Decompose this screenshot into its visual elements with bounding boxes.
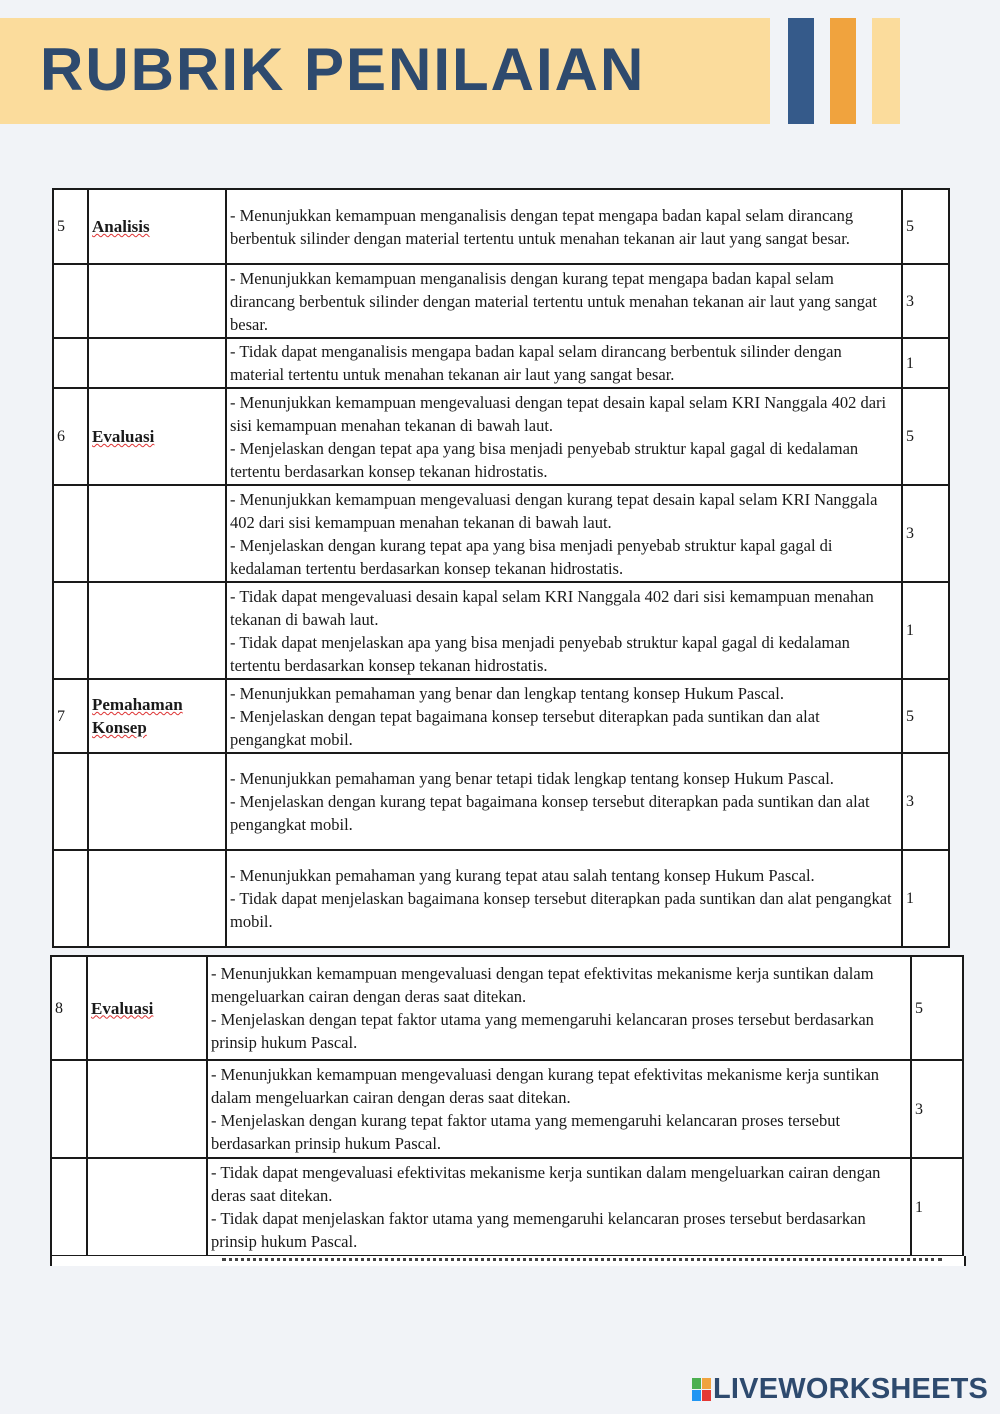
rubric-row [51, 956, 963, 1060]
rubric-row [53, 582, 949, 679]
descriptor-line: - Tidak dapat menjelaskan faktor utama yang memengaruhi kelancaran proses tersebut berdasarkan prinsip hukum Pascal. [211, 1209, 866, 1251]
rubric-table-upper [52, 188, 950, 948]
descriptor-line: - Menunjukkan kemampuan mengevaluasi dengan tepat efektivitas mekanisme kerja suntikan dalam mengeluarkan cairan dengan deras saat ditekan. [211, 964, 874, 1006]
score-value: 1 [911, 1158, 963, 1256]
criterion-name-text: Evaluasi [91, 998, 154, 1018]
score-value: 5 [902, 189, 949, 264]
criterion-name-text: Analisis [92, 217, 150, 236]
criterion-name [88, 264, 226, 338]
descriptor-cell [207, 956, 911, 1060]
criterion-number [53, 753, 88, 850]
descriptor-line: - Menjelaskan dengan kurang tepat apa yang bisa menjadi penyebab struktur kapal gagal di kedalaman tertentu berdasarkan konsep tekanan hidrostatis. [230, 535, 833, 578]
criterion-number [51, 1060, 87, 1158]
descriptor-line: - Menunjukkan pemahaman yang benar tetapi tidak lengkap tentang konsep Hukum Pascal. [230, 769, 834, 788]
descriptor-line: - Tidak dapat menganalisis mengapa badan kapal selam dirancang berbentuk silinder dengan material tertentu untuk menahan tekanan air laut yang sangat besar. [230, 342, 842, 384]
criterion-name [88, 582, 226, 679]
criterion-name-text: Pemahaman Konsep [92, 695, 183, 737]
descriptor-cell [207, 1060, 911, 1158]
descriptor-line: - Menjelaskan dengan kurang tepat bagaimana konsep tersebut diterapkan pada suntikan dan alat pengangkat mobil. [230, 792, 870, 834]
rubric-row [53, 485, 949, 582]
descriptor-cell [226, 485, 902, 582]
score-value: 5 [911, 956, 963, 1060]
truncated-table-row [50, 1256, 966, 1266]
descriptor-line: - Menunjukkan kemampuan mengevaluasi dengan kurang tepat desain kapal selam KRI Nanggala 402 dari sisi kemampuan menahan tekanan di bawah laut. [230, 489, 878, 532]
logo-text: LIVEWORKSHEETS [713, 1372, 989, 1405]
descriptor-cell [207, 1158, 911, 1256]
descriptor-line: - Tidak dapat mengevaluasi efektivitas mekanisme kerja suntikan dalam mengeluarkan cairan dengan deras saat ditekan. [211, 1163, 881, 1205]
title-banner [0, 18, 770, 124]
criterion-number [53, 850, 88, 947]
criterion-number [53, 338, 88, 388]
rubric-row [53, 753, 949, 850]
score-value: 3 [902, 485, 949, 582]
criterion-number [53, 485, 88, 582]
criterion-name [87, 956, 207, 1060]
page-title: RUBRIK PENILAIAN [40, 36, 646, 103]
accent-bar-orange [830, 18, 856, 124]
score-value: 5 [902, 388, 949, 485]
descriptor-line: - Menunjukkan pemahaman yang benar dan lengkap tentang konsep Hukum Pascal. [230, 683, 784, 703]
descriptor-cell [226, 679, 902, 753]
descriptor-line: - Menjelaskan dengan tepat bagaimana konsep tersebut diterapkan pada suntikan dan alat pengangkat mobil. [230, 706, 820, 749]
descriptor-line: - Tidak dapat menjelaskan bagaimana konsep tersebut diterapkan pada suntikan dan alat pengangkat mobil. [230, 889, 892, 931]
score-value: 3 [902, 264, 949, 338]
criterion-name [88, 338, 226, 388]
criterion-number: 6 [53, 388, 88, 485]
liveworksheets-logo-icon [692, 1378, 710, 1400]
criterion-name [88, 189, 226, 264]
liveworksheets-logo [692, 1374, 988, 1404]
descriptor-line: - Menunjukkan pemahaman yang kurang tepat atau salah tentang konsep Hukum Pascal. [230, 866, 815, 885]
criterion-number [53, 582, 88, 679]
rubric-row [51, 1060, 963, 1158]
score-value: 1 [902, 338, 949, 388]
descriptor-line: - Menjelaskan dengan tepat faktor utama yang memengaruhi kelancaran proses tersebut berdasarkan prinsip hukum Pascal. [211, 1010, 874, 1052]
criterion-name-text: Evaluasi [92, 427, 155, 446]
criterion-name [87, 1060, 207, 1158]
criterion-number: 7 [53, 679, 88, 753]
criterion-number [53, 264, 88, 338]
rubric-row [53, 388, 949, 485]
descriptor-line: - Tidak dapat mengevaluasi desain kapal selam KRI Nanggala 402 dari sisi kemampuan menahan tekanan di bawah laut. [230, 586, 874, 629]
rubric-row [53, 850, 949, 947]
rubric-row [53, 679, 949, 753]
criterion-name [88, 485, 226, 582]
descriptor-cell [226, 264, 902, 338]
criterion-name [87, 1158, 207, 1256]
criterion-name [88, 850, 226, 947]
accent-bar-yellow [872, 18, 900, 124]
descriptor-cell [226, 338, 902, 388]
criterion-number [51, 1158, 87, 1256]
descriptor-line: - Tidak dapat menjelaskan apa yang bisa menjadi penyebab struktur kapal gagal di kedalaman tertentu berdasarkan konsep tekanan hidrostatis. [230, 632, 850, 675]
descriptor-line: - Menunjukkan kemampuan menganalisis dengan kurang tepat mengapa badan kapal selam dirancang berbentuk silinder dengan material tertentu untuk menahan tekanan air laut yang sangat besar. [230, 268, 877, 334]
rubric-row [53, 338, 949, 388]
criterion-number: 8 [51, 956, 87, 1060]
criterion-name [88, 753, 226, 850]
truncated-row-text [222, 1258, 942, 1265]
criterion-name [88, 388, 226, 485]
descriptor-line: - Menjelaskan dengan tepat apa yang bisa menjadi penyebab struktur kapal gagal di kedalaman tertentu berdasarkan konsep tekanan hidrostatis. [230, 438, 859, 481]
criterion-name [88, 679, 226, 753]
score-value: 1 [902, 850, 949, 947]
accent-bar-blue [788, 18, 814, 124]
descriptor-cell [226, 582, 902, 679]
score-value: 1 [902, 582, 949, 679]
rubric-row [53, 189, 949, 264]
descriptor-line: - Menunjukkan kemampuan mengevaluasi dengan kurang tepat efektivitas mekanisme kerja suntikan dalam mengeluarkan cairan dengan deras saat ditekan. [211, 1065, 880, 1107]
descriptor-cell [226, 753, 902, 850]
descriptor-line: - Menunjukkan kemampuan mengevaluasi dengan tepat desain kapal selam KRI Nanggala 402 dari sisi kemampuan menahan tekanan di bawah laut. [230, 392, 887, 435]
score-value: 3 [911, 1060, 963, 1158]
rubric-table-lower [50, 955, 964, 1257]
descriptor-line: - Menjelaskan dengan kurang tepat faktor utama yang memengaruhi kelancaran proses tersebut berdasarkan prinsip hukum Pascal. [211, 1111, 841, 1153]
score-value: 3 [902, 753, 949, 850]
descriptor-cell [226, 388, 902, 485]
descriptor-cell [226, 189, 902, 264]
criterion-number: 5 [53, 189, 88, 264]
score-value: 5 [902, 679, 949, 753]
descriptor-line: - Menunjukkan kemampuan menganalisis dengan tepat mengapa badan kapal selam dirancang berbentuk silinder dengan material tertentu untuk menahan tekanan air laut yang sangat besar. [230, 205, 854, 248]
descriptor-cell [226, 850, 902, 947]
rubric-row [53, 264, 949, 338]
rubric-row [51, 1158, 963, 1256]
